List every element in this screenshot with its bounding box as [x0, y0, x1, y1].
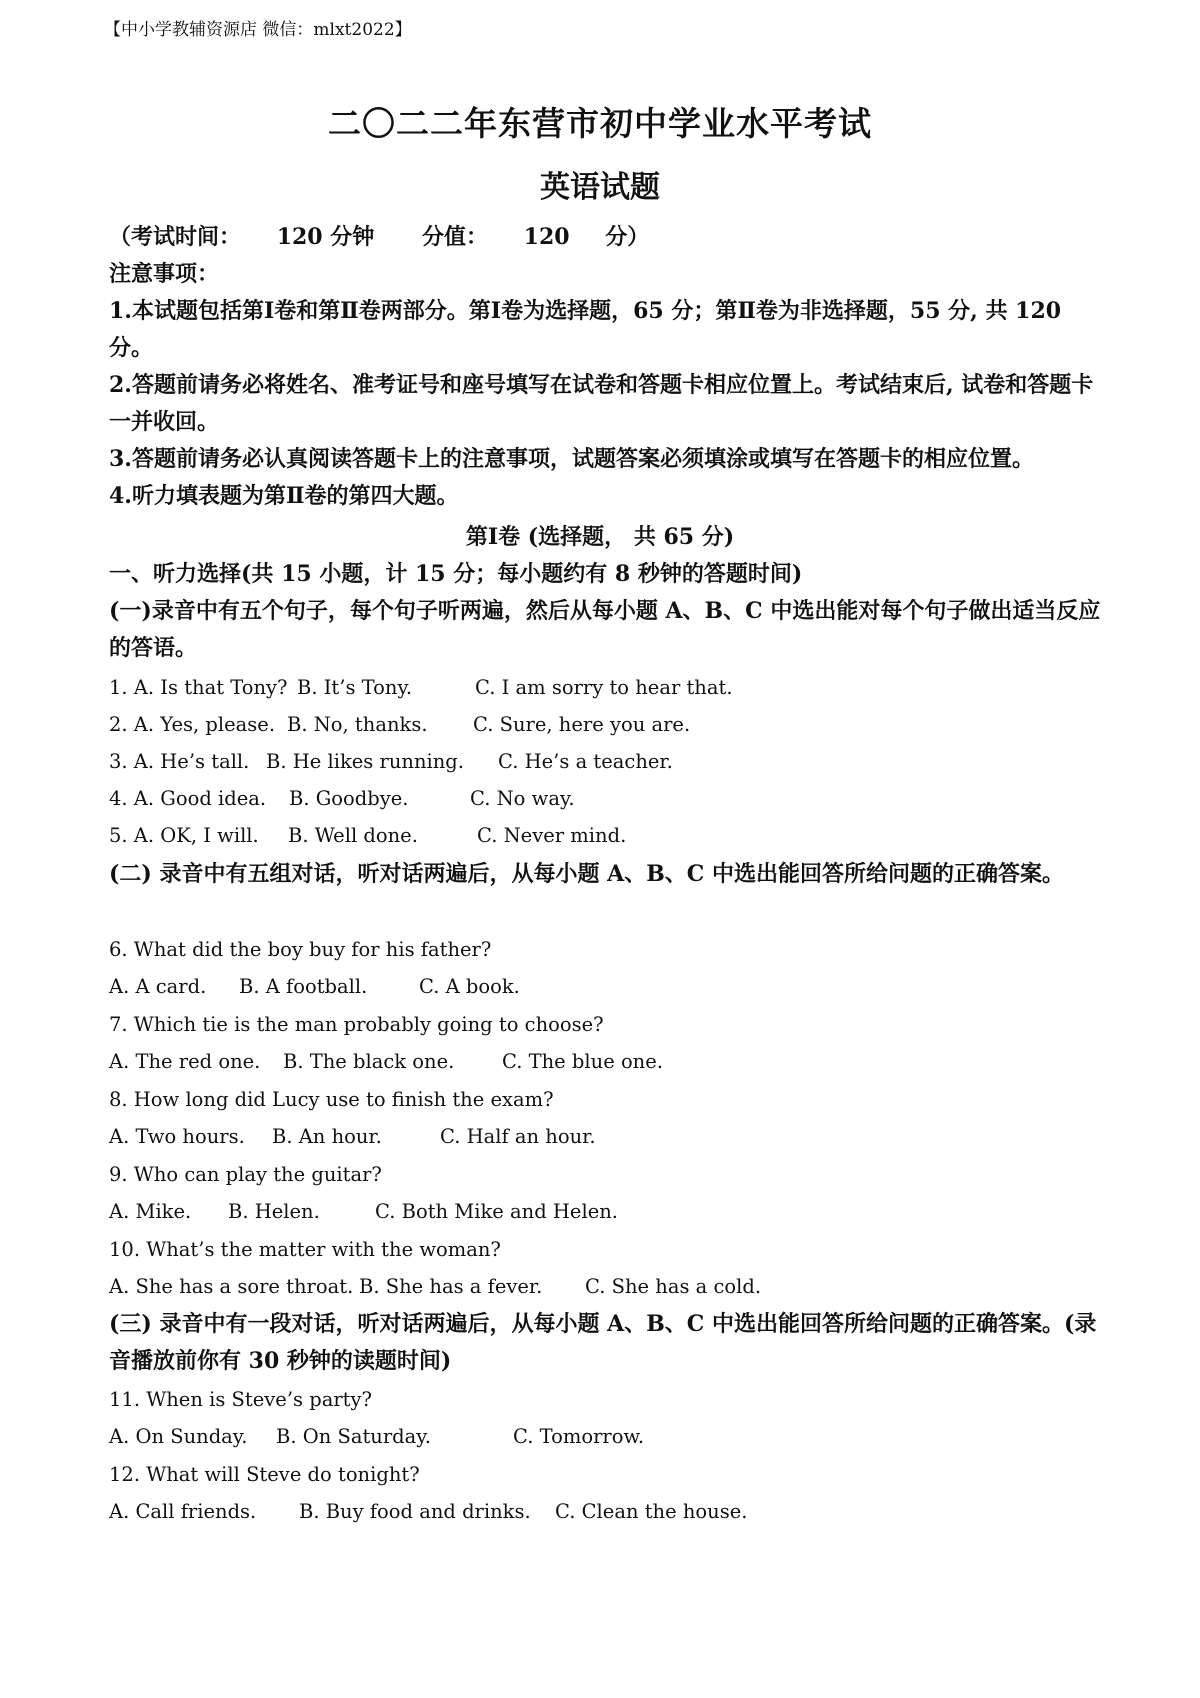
option-b: B. Buy food and drinks. — [299, 1500, 531, 1523]
exam-subtitle: 英语试题 — [540, 170, 660, 205]
question-text: 9. Who can play the guitar? — [109, 1163, 382, 1186]
option-b: B. Helen. — [228, 1200, 320, 1223]
subsection-2-block — [109, 856, 1109, 893]
option-a: A. Call friends. — [109, 1500, 257, 1523]
option-c: C. Sure, here you are. — [473, 713, 691, 736]
option-b: B. On Saturday. — [276, 1425, 431, 1448]
option-a: A. Mike. — [109, 1200, 192, 1223]
score-end: 分） — [605, 224, 650, 250]
option-c: C. Half an hour. — [440, 1125, 596, 1148]
question-text: 10. What’s the matter with the woman? — [109, 1238, 501, 1261]
option-c: C. I am sorry to hear that. — [475, 676, 733, 699]
option-b: B. Goodbye. — [289, 787, 409, 810]
score-label: 分值： — [421, 224, 488, 250]
question-text: 11. When is Steve’s party? — [109, 1388, 372, 1411]
option-a: A. The red one. — [109, 1050, 261, 1073]
subsection-3-block — [109, 1306, 1109, 1380]
option-b: B. Well done. — [288, 824, 418, 847]
option-a: 2. A. Yes, please. — [109, 713, 276, 736]
question-text: 12. What will Steve do tonight? — [109, 1463, 420, 1486]
option-b: B. The black one. — [283, 1050, 455, 1073]
option-c: C. Clean the house. — [555, 1500, 748, 1523]
exam-instructions — [109, 219, 1109, 515]
option-c: C. Both Mike and Helen. — [375, 1200, 618, 1223]
option-a: 4. A. Good idea. — [109, 787, 267, 810]
option-b: B. No, thanks. — [287, 713, 428, 736]
option-a: 1. A. Is that Tony? — [109, 676, 288, 699]
question-text: 8. How long did Lucy use to finish the exam? — [109, 1088, 554, 1111]
note-2: 2.答题前请务必将姓名、准考证号和座号填写在试卷和答题卡相应位置上。考试结束后, 试卷和答题卡一并收回。 — [109, 372, 1094, 435]
exam-info — [109, 219, 1109, 256]
option-a: A. Two hours. — [109, 1125, 245, 1148]
question-text: 6. What did the boy buy for his father? — [109, 938, 492, 961]
option-a: 3. A. He’s tall. — [109, 750, 250, 773]
section-1-heading: 一、听力选择(共 15 小题，计 15 分；每小题约有 8 秒钟的答题时间) — [109, 561, 803, 587]
option-c: C. He’s a teacher. — [498, 750, 673, 773]
time-label: （考试时间： — [109, 224, 242, 250]
option-b: B. It’s Tony. — [297, 676, 413, 699]
notes-heading: 注意事项： — [109, 261, 220, 287]
option-c: C. The blue one. — [502, 1050, 663, 1073]
note-3: 3.答题前请务必认真阅读答题卡上的注意事项，试题答案必须填涂或填写在答题卡的相应位置。 — [109, 446, 1034, 472]
subsection-3-instruction: (三) 录音中有一段对话，听对话两遍后，从每小题 A、B、C 中选出能回答所给问题的正确答案。(录音播放前你有 30 秒钟的读题时间) — [109, 1311, 1097, 1374]
note-1: 1.本试题包括第Ⅰ卷和第Ⅱ卷两部分。第Ⅰ卷为选择题，65 分；第Ⅱ卷为非选择题，55 分, 共 120 分。 — [109, 298, 1062, 361]
option-b: B. She has a fever. — [359, 1275, 543, 1298]
option-b: B. An hour. — [272, 1125, 382, 1148]
option-a: A. A card. — [109, 975, 207, 998]
score-value: 120 — [523, 224, 570, 250]
option-b: B. He likes running. — [266, 750, 464, 773]
section-1-heading-block — [109, 556, 1109, 667]
option-c: C. Tomorrow. — [513, 1425, 645, 1448]
header-note: 【中小学教辅资源店 微信：mlxt2022】 — [104, 20, 412, 40]
note-4: 4.听力填表题为第Ⅱ卷的第四大题。 — [109, 483, 459, 509]
option-a: A. On Sunday. — [109, 1425, 248, 1448]
exam-title: 二〇二二年东营市初中学业水平考试 — [328, 104, 872, 143]
part-title: 第Ⅰ卷 (选择题， 共 65 分) — [465, 524, 735, 550]
option-b: B. A football. — [239, 975, 368, 998]
subsection-1-instruction: (一)录音中有五个句子，每个句子听两遍，然后从每小题 A、B、C 中选出能对每个句子做出适当反应的答语。 — [109, 598, 1101, 661]
subsection-2-instruction: (二) 录音中有五组对话，听对话两遍后，从每小题 A、B、C 中选出能回答所给问题的正确答案。 — [109, 861, 1064, 887]
option-c: C. No way. — [470, 787, 575, 810]
question-text: 7. Which tie is the man probably going to choose? — [109, 1013, 604, 1036]
option-a: A. She has a sore throat. — [109, 1275, 354, 1298]
option-c: C. Never mind. — [477, 824, 627, 847]
time-value: 120 分钟 — [276, 224, 375, 250]
option-c: C. A book. — [419, 975, 520, 998]
option-a: 5. A. OK, I will. — [109, 824, 259, 847]
option-c: C. She has a cold. — [585, 1275, 762, 1298]
